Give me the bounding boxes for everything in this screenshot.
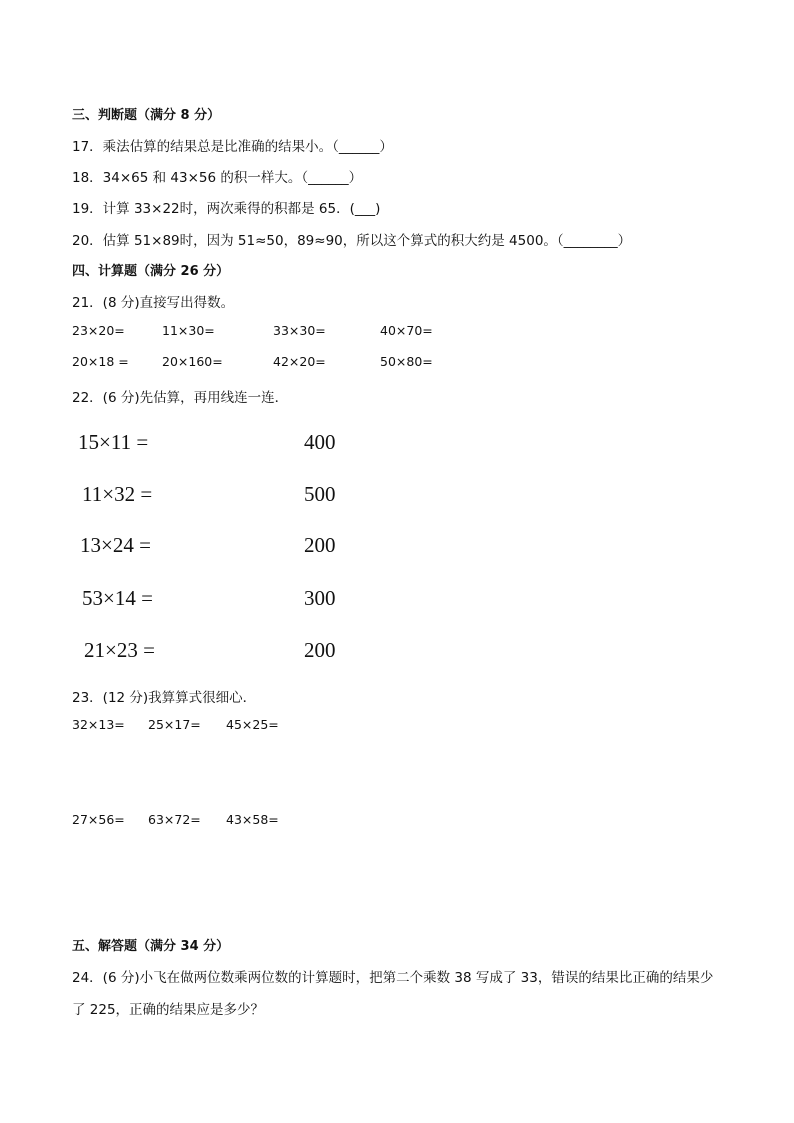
question-24-line1: 24．(6 分)小飞在做两位数乘两位数的计算题时，把第二个乘数 38 写成了 33，错误的结果比正确的结果少 bbox=[72, 970, 714, 986]
q21-item: 23×20= bbox=[72, 323, 125, 338]
q23-item: 27×56= bbox=[72, 812, 125, 827]
q21-item: 11×30= bbox=[162, 323, 215, 338]
q22-estimate: 500 bbox=[304, 482, 336, 506]
q23-item: 43×58= bbox=[226, 812, 279, 827]
q22-expression: 15×11 = bbox=[78, 430, 149, 454]
question-17: 17．乘法估算的结果总是比准确的结果小。（______） bbox=[72, 139, 393, 155]
section-heading-answer: 五、解答题（满分 34 分） bbox=[72, 939, 230, 954]
q22-estimate: 300 bbox=[304, 586, 336, 610]
question-20: 20．估算 51×89时，因为 51≈50，89≈90，所以这个算式的积大约是 4500。（________） bbox=[72, 233, 632, 249]
q22-expression: 13×24 = bbox=[80, 533, 151, 557]
section-heading-judgment: 三、判断题（满分 8 分） bbox=[72, 108, 221, 123]
q21-item: 20×160= bbox=[162, 354, 223, 369]
q21-item: 50×80= bbox=[380, 354, 433, 369]
q22-expression: 21×23 = bbox=[84, 638, 155, 662]
question-22-title: 22．(6 分)先估算，再用线连一连． bbox=[72, 390, 289, 406]
question-23-title: 23．(12 分)我算算式很细心． bbox=[72, 690, 257, 706]
q21-item: 40×70= bbox=[380, 323, 433, 338]
q23-item: 32×13= bbox=[72, 717, 125, 732]
q21-item: 42×20= bbox=[273, 354, 326, 369]
q22-estimate: 200 bbox=[304, 533, 336, 557]
q23-item: 45×25= bbox=[226, 717, 279, 732]
question-19: 19．计算 33×22时，两次乘得的积都是 65．(___) bbox=[72, 201, 381, 217]
q21-item: 20×18 = bbox=[72, 354, 129, 369]
q23-item: 25×17= bbox=[148, 717, 201, 732]
q21-item: 33×30= bbox=[273, 323, 326, 338]
q22-expression: 11×32 = bbox=[82, 482, 153, 506]
question-18: 18．34×65 和 43×56 的积一样大。（______） bbox=[72, 170, 363, 186]
q22-estimate: 200 bbox=[304, 638, 336, 662]
section-heading-calculation: 四、计算题（满分 26 分） bbox=[72, 264, 230, 279]
question-24-line2: 了 225，正确的结果应是多少？ bbox=[72, 1002, 265, 1018]
question-21-title: 21．(8 分)直接写出得数。 bbox=[72, 295, 235, 311]
q22-expression: 53×14 = bbox=[82, 586, 153, 610]
q22-estimate: 400 bbox=[304, 430, 336, 454]
q23-item: 63×72= bbox=[148, 812, 201, 827]
